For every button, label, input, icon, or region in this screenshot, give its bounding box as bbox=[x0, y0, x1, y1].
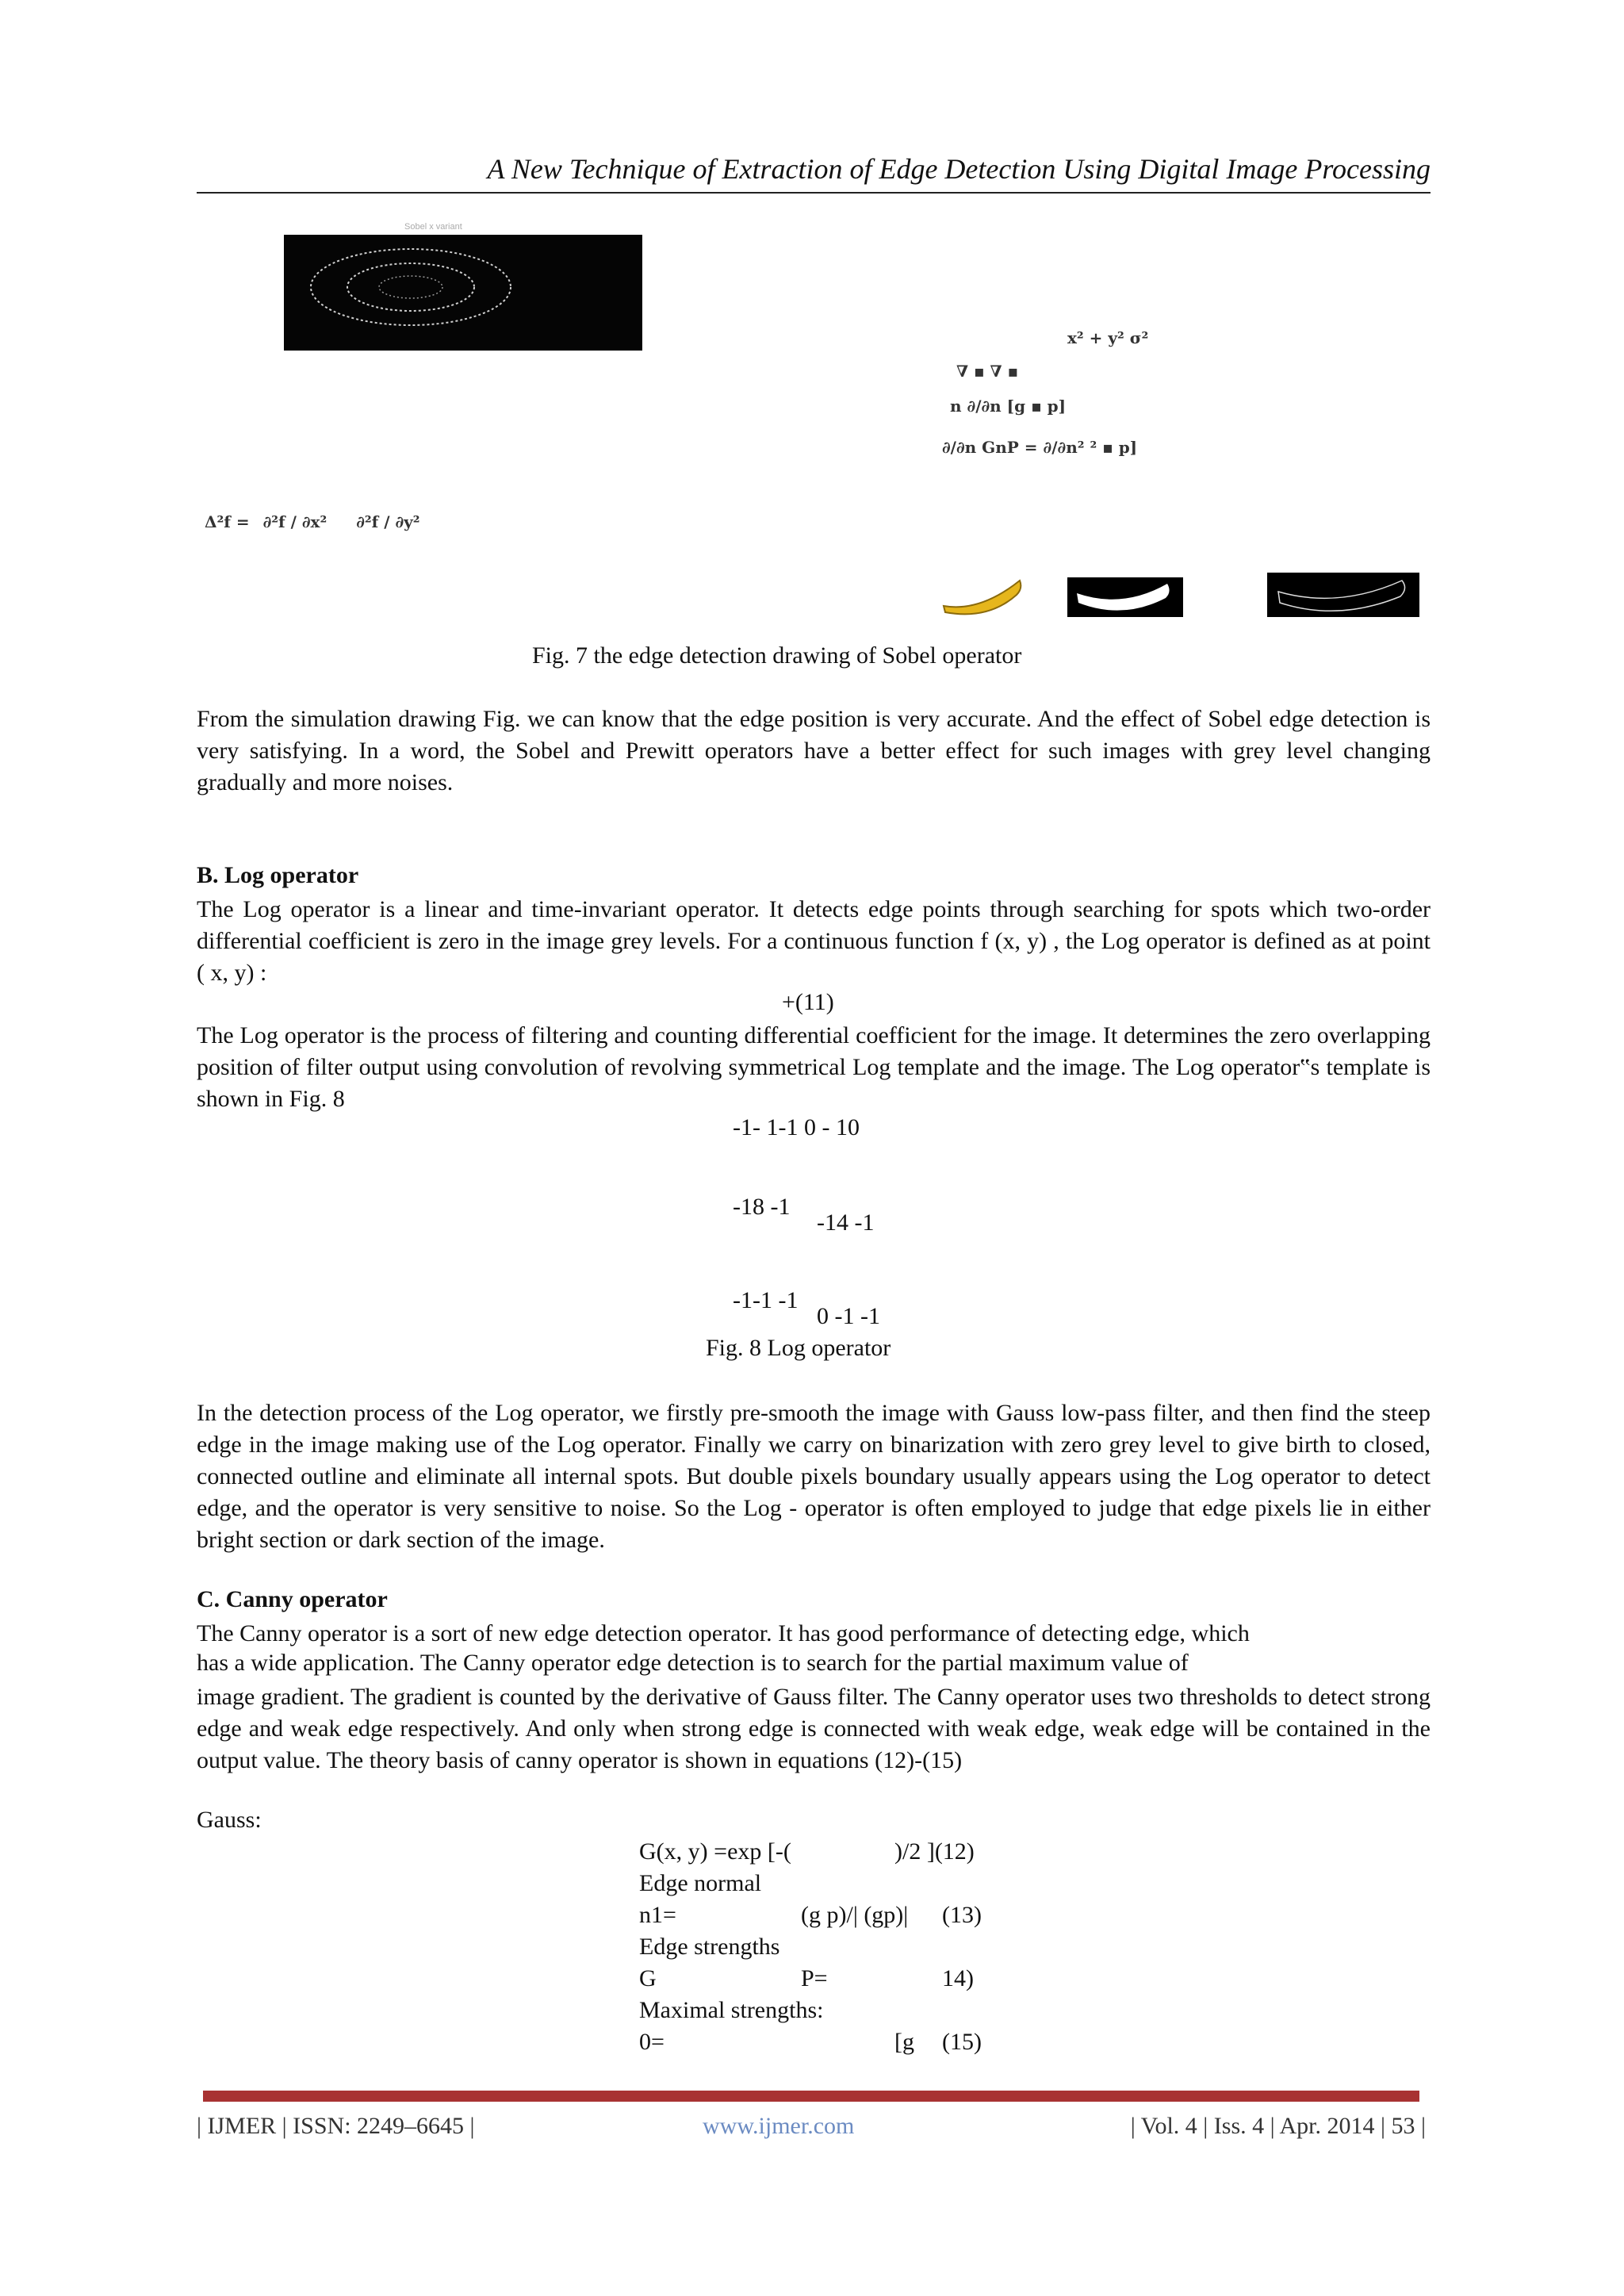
laplace-equation bbox=[205, 512, 420, 531]
eq-right-line1: x² + y² σ² bbox=[1067, 328, 1149, 347]
paragraph-canny: image gradient. The gradient is counted by the derivative of Gauss filter. The Canny operator uses two thresholds to detect strong edge and weak edge respectively. And only when strong edge is connected with weak edge, weak edge will be contained in the output value. The theory basis of canny operator is shown in equations (12)-(15) bbox=[197, 1684, 1431, 1773]
fig7-caption: Fig. 7 the edge detection drawing of Sobel operator bbox=[532, 642, 1022, 669]
section-c-heading: C. Canny operator bbox=[197, 1586, 388, 1612]
maximal-strengths-label: Maximal strengths: bbox=[639, 1997, 824, 2023]
laplace-term-y: ∂²f / ∂y² bbox=[356, 512, 420, 531]
canny-line2: has a wide application. The Canny operator edge detection is to search for the partial maximum value of bbox=[197, 1650, 1189, 1676]
eq15-lhs: 0= bbox=[639, 2029, 665, 2055]
eq15-number: (15) bbox=[942, 2029, 982, 2055]
footer-issn: | IJMER | ISSN: 2249–6645 | bbox=[197, 2113, 475, 2139]
running-header bbox=[197, 152, 1431, 194]
equation-11-label: +(11) bbox=[782, 989, 834, 1015]
edge-strengths-label: Edge strengths bbox=[639, 1934, 780, 1960]
log-matrix-row3b: 0 -1 -1 bbox=[817, 1303, 880, 1329]
sobel-edge-image bbox=[284, 235, 642, 351]
eq14-g: G bbox=[639, 1965, 657, 1991]
gauss-label: Gauss: bbox=[197, 1807, 262, 1833]
sobel-inset-label: Sobel x variant bbox=[404, 222, 462, 232]
eq13-lhs: n1= bbox=[639, 1902, 676, 1928]
eq12-right: )/2 ](12) bbox=[894, 1838, 975, 1865]
laplace-term-x: ∂²f / ∂x² bbox=[262, 512, 327, 531]
log-matrix-row2a: -18 -1 bbox=[733, 1194, 791, 1220]
footer-bar bbox=[203, 2091, 1419, 2102]
paragraph-log-detection: In the detection process of the Log operator, we firstly pre-smooth the image with Gauss low-pass filter, and then find the steep edge in the image making use of the Log operator. Finally we carry on binarization with zero grey level to give birth to closed, connected outline and eliminate all internal spots. But double pixels boundary usually appears using the Log operator to detect edge, and the operator is very sensitive to noise. So the Log - operator is often employed to judge that edge pixels lie in either bright section or dark section of the image. bbox=[197, 1400, 1431, 1553]
eq13-body: (g p)/| (gp)| bbox=[801, 1902, 909, 1928]
footer-website-link[interactable]: www.ijmer.com bbox=[703, 2113, 855, 2139]
eq13-number: (13) bbox=[942, 1902, 982, 1928]
eq14-p: P= bbox=[801, 1965, 828, 1991]
header-title: A New Technique of Extraction of Edge Detection Using Digital Image Processing bbox=[487, 153, 1431, 185]
eq-right-line3: n ∂/∂n [g ▪ p] bbox=[950, 397, 1067, 416]
log-matrix-row2b: -14 -1 bbox=[817, 1209, 875, 1236]
eq-right-line4: ∂/∂n GnP = ∂/∂n² ² ▪ p] bbox=[942, 438, 1138, 457]
paragraph-log-definition: The Log operator is a linear and time-invariant operator. It detects edge points through searching for spots which two-order differential coefficient is zero in the image grey levels. For a continuous function f (x, y) , the Log operator is defined as at point ( x, y) : bbox=[197, 896, 1431, 986]
eq-right-line2: ∇ ▪ ∇ ▪ bbox=[956, 362, 1019, 381]
fig8-caption: Fig. 8 Log operator bbox=[706, 1335, 891, 1361]
banana-original-image bbox=[940, 574, 1028, 620]
log-matrix-row1: -1- 1-1 0 - 10 bbox=[733, 1114, 860, 1140]
banana-binary-image bbox=[1067, 577, 1183, 617]
banana-edge-image bbox=[1267, 573, 1419, 617]
laplace-lhs: Δ²f = bbox=[205, 512, 250, 531]
section-b-heading: B. Log operator bbox=[197, 862, 359, 888]
paragraph-log-process: The Log operator is the process of filtering and counting differential coefficient for the image. It determines the zero overlapping position of filter output using convolution of revolving symmetrical Log template and the image. The Log operator‟s template is shown in Fig. 8 bbox=[197, 1022, 1431, 1112]
eq14-number: 14) bbox=[942, 1965, 974, 1991]
eq12-left: G(x, y) =exp [-( bbox=[639, 1838, 791, 1865]
paragraph-sobel-summary: From the simulation drawing Fig. we can know that the edge position is very accurate. And the effect of Sobel edge detection is very satisfying. In a word, the Sobel and Prewitt operators have a better effect for such images with grey level changing gradually and more noises. bbox=[197, 706, 1431, 795]
log-matrix-row3a: -1-1 -1 bbox=[733, 1287, 799, 1313]
sobel-edge-rings bbox=[284, 235, 642, 351]
footer-volume: | Vol. 4 | Iss. 4 | Apr. 2014 | 53 | bbox=[1130, 2113, 1426, 2139]
edge-normal-label: Edge normal bbox=[639, 1870, 762, 1896]
canny-line1: The Canny operator is a sort of new edge detection operator. It has good performance of detecting edge, which bbox=[197, 1620, 1250, 1646]
eq15-body: [g bbox=[894, 2029, 914, 2055]
